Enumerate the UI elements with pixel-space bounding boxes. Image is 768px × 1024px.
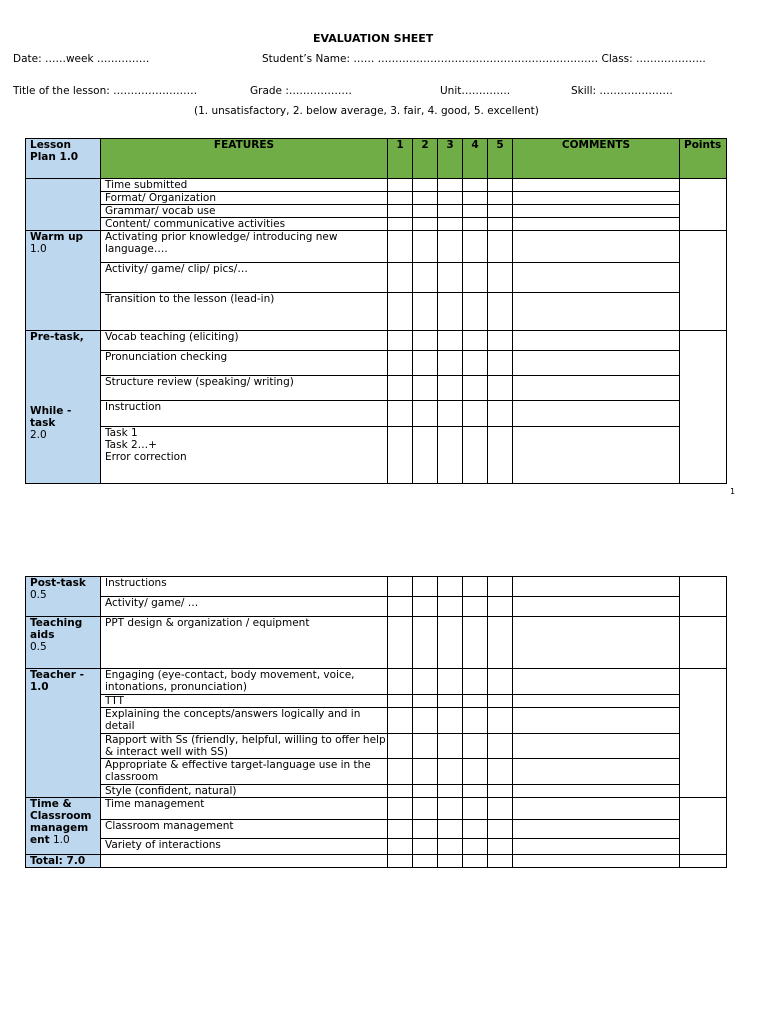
table-row: Rapport with Ss (friendly, helpful, willing to offer help & interact well with SS) [26, 734, 727, 759]
features-header: FEATURES [101, 139, 388, 179]
evaluation-table-page2 [25, 576, 727, 868]
table-row: Post-task 0.5 Instructions [26, 577, 727, 597]
total-points-cell[interactable] [680, 855, 727, 868]
table-row: Content/ communicative activities [26, 218, 727, 231]
student-name-field: Student’s Name: …… ……………………………………………………… Class: ……………….. [262, 53, 706, 65]
table-header-row [26, 139, 727, 179]
table-row: Task 1 Task 2…+ Error correction [26, 427, 727, 484]
table-row: Style (confident, natural) [26, 785, 727, 798]
table-row: Teaching aids 0.5 PPT design & organization / equipment [26, 617, 727, 669]
section-teaching-aids: Teaching aids 0.5 [26, 617, 101, 669]
score-2-header: 2 [413, 139, 438, 179]
total-label: Total: 7.0 [26, 855, 101, 868]
unit-field: Unit………….. [440, 85, 511, 97]
points-cell[interactable] [680, 179, 727, 231]
lesson-title-field: Title of the lesson: …………………… [13, 85, 198, 97]
grade-field: Grade :……………… [250, 85, 352, 97]
table-row: Pronunciation checking [26, 351, 727, 376]
page-number: 1 [730, 487, 736, 496]
table-row: Variety of interactions [26, 839, 727, 855]
table-row: Format/ Organization [26, 192, 727, 205]
section-teacher: Teacher - 1.0 [26, 669, 101, 798]
total-row [26, 855, 727, 868]
sheet-title: EVALUATION SHEET [313, 32, 434, 45]
table-row: Teacher - 1.0 Engaging (eye-contact, body movement, voice, intonations, pronunciation) [26, 669, 727, 695]
skill-field: Skill: ………………… [571, 85, 673, 97]
table-row: Activity/ game/ … [26, 597, 727, 617]
points-cell[interactable] [680, 577, 727, 617]
table-row: Explaining the concepts/answers logically and in detail [26, 708, 727, 734]
table-row: TTT [26, 695, 727, 708]
table-row: Classroom management [26, 820, 727, 839]
points-header: Points [680, 139, 727, 179]
section-lesson-plan: Lesson Plan 1.0 [26, 139, 101, 179]
table-row: Activity/ game/ clip/ pics/… [26, 263, 727, 293]
points-cell[interactable] [680, 231, 727, 331]
rating-scale-note: (1. unsatisfactory, 2. below average, 3. fair, 4. good, 5. excellent) [194, 105, 539, 117]
table-row: Time & Classroom managem ent 1.0 Time management [26, 798, 727, 820]
table-row: Warm up 1.0 Activating prior knowledge/ introducing new language…. [26, 231, 727, 263]
table-row: Pre-task, While - task 2.0 Vocab teaching (eliciting) [26, 331, 727, 351]
score-cell[interactable] [488, 179, 513, 192]
date-field: Date: ……week …………… [13, 53, 150, 65]
score-4-header: 4 [463, 139, 488, 179]
score-cell[interactable] [388, 179, 413, 192]
table-row: Transition to the lesson (lead-in) [26, 293, 727, 331]
score-1-header: 1 [388, 139, 413, 179]
section-post-task: Post-task 0.5 [26, 577, 101, 617]
score-cell[interactable] [413, 179, 438, 192]
points-cell[interactable] [680, 617, 727, 669]
table-row: Grammar/ vocab use [26, 205, 727, 218]
score-cell[interactable] [463, 179, 488, 192]
score-cell[interactable] [438, 179, 463, 192]
points-cell[interactable] [680, 798, 727, 855]
section-pre-while-task: Pre-task, While - task 2.0 [26, 331, 101, 484]
section-warm-up: Warm up 1.0 [26, 231, 101, 331]
score-5-header: 5 [488, 139, 513, 179]
points-cell[interactable] [680, 331, 727, 484]
table-row: Instruction [26, 401, 727, 427]
evaluation-table-page1 [25, 138, 727, 484]
table-row: Structure review (speaking/ writing) [26, 376, 727, 401]
section-time-management: Time & Classroom managem ent 1.0 [26, 798, 101, 855]
comments-header: COMMENTS [513, 139, 680, 179]
comment-cell[interactable] [513, 179, 680, 192]
table-row: Time submitted [26, 179, 727, 192]
points-cell[interactable] [680, 669, 727, 798]
score-3-header: 3 [438, 139, 463, 179]
table-row: Appropriate & effective target-language use in the classroom [26, 759, 727, 785]
